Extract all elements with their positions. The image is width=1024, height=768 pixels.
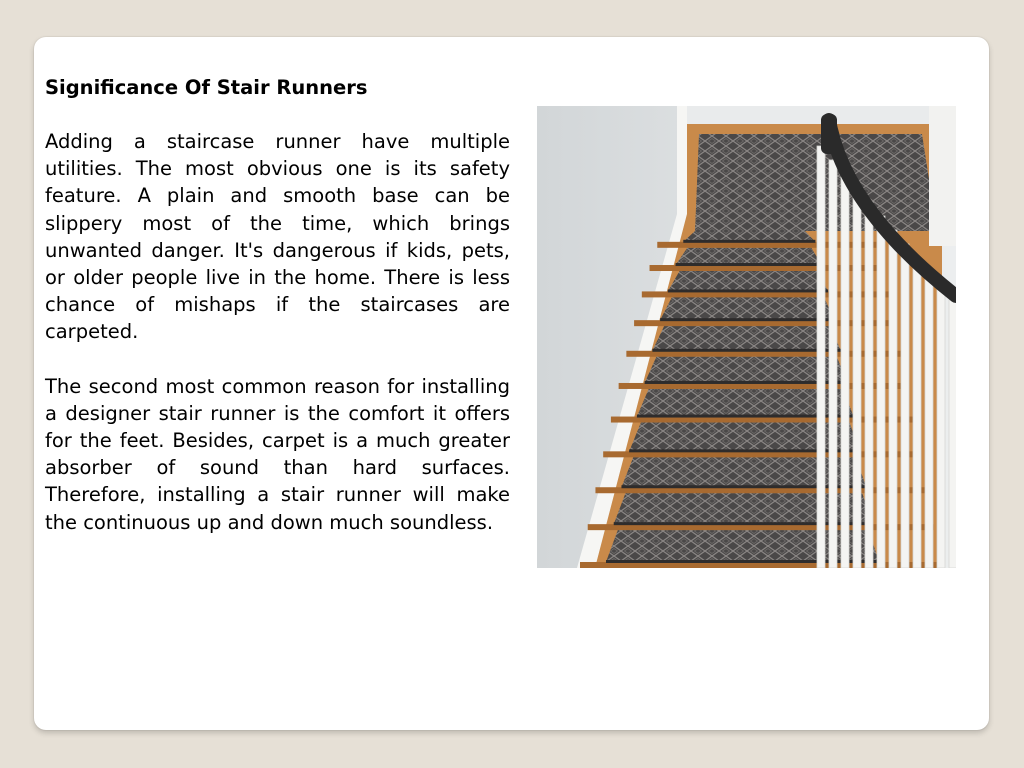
paragraph-safety: Adding a staircase runner have multiple utilities. The most obvious one is its safety feature. A plain and smooth base can be slippery most of the time, which brings unwanted danger. It's dangerous if kids, pets, or older people live in the home. There is less chance of mishaps if the staircases are carpeted.	[45, 130, 510, 344]
runner-step	[652, 326, 840, 351]
runner-nosing	[660, 318, 834, 321]
right-wall	[929, 106, 956, 246]
newel-post	[821, 114, 837, 154]
baluster	[877, 216, 885, 568]
baluster	[889, 230, 897, 568]
runner-step	[676, 248, 822, 265]
runner-step	[660, 297, 834, 320]
runner-step	[606, 530, 879, 562]
runner-nosing	[668, 289, 828, 292]
runner-nosing	[606, 560, 879, 563]
runner-nosing	[676, 263, 822, 266]
baluster	[853, 188, 861, 568]
baluster	[949, 300, 956, 568]
baluster	[817, 146, 825, 568]
landing-runner	[695, 134, 937, 231]
runner-nosing	[652, 349, 840, 352]
runner-step	[668, 271, 828, 291]
text-column	[45, 74, 510, 563]
stair-runner-photo	[537, 106, 956, 568]
baluster	[865, 202, 873, 568]
baluster	[913, 258, 921, 568]
runner-nosing	[683, 240, 815, 243]
baluster	[841, 174, 849, 568]
baluster	[925, 272, 933, 568]
slide-heading: Significance Of Stair Runners	[45, 76, 368, 99]
paragraph-comfort: The second most common reason for installing a designer stair runner is the comfort it offers for the feet. Besides, carpet is a much greater absorber of sound than hard surfaces. Therefore, installing a stair runner will make the continuous up and down much soundless.	[45, 374, 510, 534]
baluster	[829, 160, 837, 568]
baluster	[937, 286, 945, 568]
baluster	[901, 244, 909, 568]
